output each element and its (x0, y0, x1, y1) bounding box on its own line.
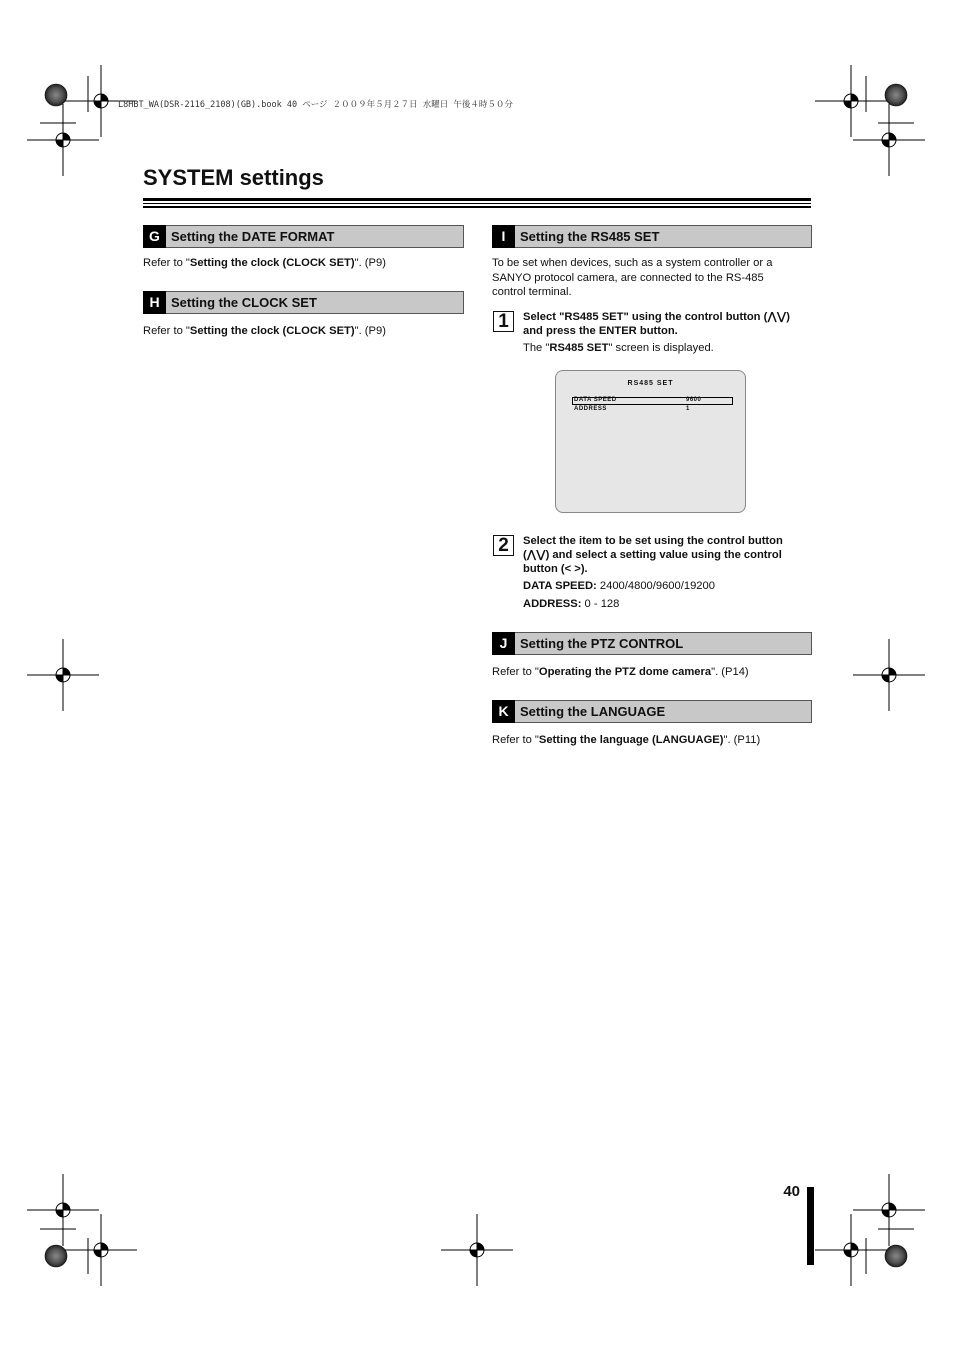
reference-link: Setting the clock (CLOCK SET) (189, 325, 355, 337)
section-g-header (143, 225, 464, 248)
up-down-icon: ⋀⋁ (767, 311, 787, 323)
screen-row-value: 1 (686, 406, 690, 412)
section-h-header (143, 291, 464, 314)
section-j-reference: Refer to "Operating the PTZ dome camera". (P14) (492, 666, 749, 678)
step-1-number: 1 (493, 311, 514, 332)
section-i-header (492, 225, 812, 248)
section-title: Setting the DATE FORMAT (171, 229, 335, 244)
page-title: SYSTEM settings (143, 165, 324, 190)
screen-row-value: 9600 (686, 397, 702, 403)
step-1-instruction: Select "RS485 SET" using the control button (⋀⋁) and press the ENTER button. (523, 311, 790, 337)
screen-row-label: ADDRESS (574, 406, 607, 412)
section-letter: K (492, 700, 515, 723)
section-j-header (492, 632, 812, 655)
section-i-intro: To be set when devices, such as a system controller or a SANYO protocol camera, are connected to the RS-485 control terminal. (492, 257, 773, 298)
title-rule (143, 198, 811, 201)
page-edge-bar (807, 1187, 814, 1265)
reference-link: Operating the PTZ dome camera (538, 666, 712, 678)
section-title: Setting the RS485 SET (520, 229, 660, 244)
section-letter: G (143, 225, 166, 248)
page-number: 40 (783, 1183, 800, 1200)
rs485-screen-illustration (555, 370, 746, 513)
print-header: L8HBT_WA(DSR-2116_2108)(GB).book 40 ページ ２００９年５月２７日 水曜日 午後４時５０分 (118, 100, 513, 110)
section-letter: J (492, 632, 515, 655)
step-2-instruction: Select the item to be set using the control button (⋀⋁) and select a setting value using the control button (< >). (523, 535, 783, 575)
section-k-header (492, 700, 812, 723)
screen-title: RS485 SET (627, 380, 674, 387)
section-k-reference: Refer to "Setting the language (LANGUAGE)". (P11) (492, 734, 761, 746)
address-range: ADDRESS: 0 - 128 (523, 598, 620, 610)
section-title: Setting the CLOCK SET (171, 295, 317, 310)
step-1-result: The "RS485 SET" screen is displayed. (523, 342, 714, 354)
title-rule (143, 206, 811, 208)
up-down-icon: ⋀⋁ (526, 549, 546, 561)
screen-row-label: DATA SPEED (574, 397, 617, 403)
data-speed-options: DATA SPEED: 2400/4800/9600/19200 (523, 580, 715, 592)
section-g-reference: Refer to "Setting the clock (CLOCK SET)". (P9) (143, 257, 386, 269)
title-rule (143, 203, 811, 204)
section-title: Setting the PTZ CONTROL (520, 636, 684, 651)
step-2-number: 2 (493, 535, 514, 556)
section-h-reference: Refer to "Setting the clock (CLOCK SET)". (P9) (143, 325, 386, 337)
reference-link: Setting the clock (CLOCK SET) (189, 257, 355, 269)
section-letter: H (143, 291, 166, 314)
reference-link: Setting the language (LANGUAGE) (538, 734, 724, 746)
section-title: Setting the LANGUAGE (520, 704, 666, 719)
left-right-icon: < > (564, 563, 581, 575)
section-letter: I (492, 225, 515, 248)
